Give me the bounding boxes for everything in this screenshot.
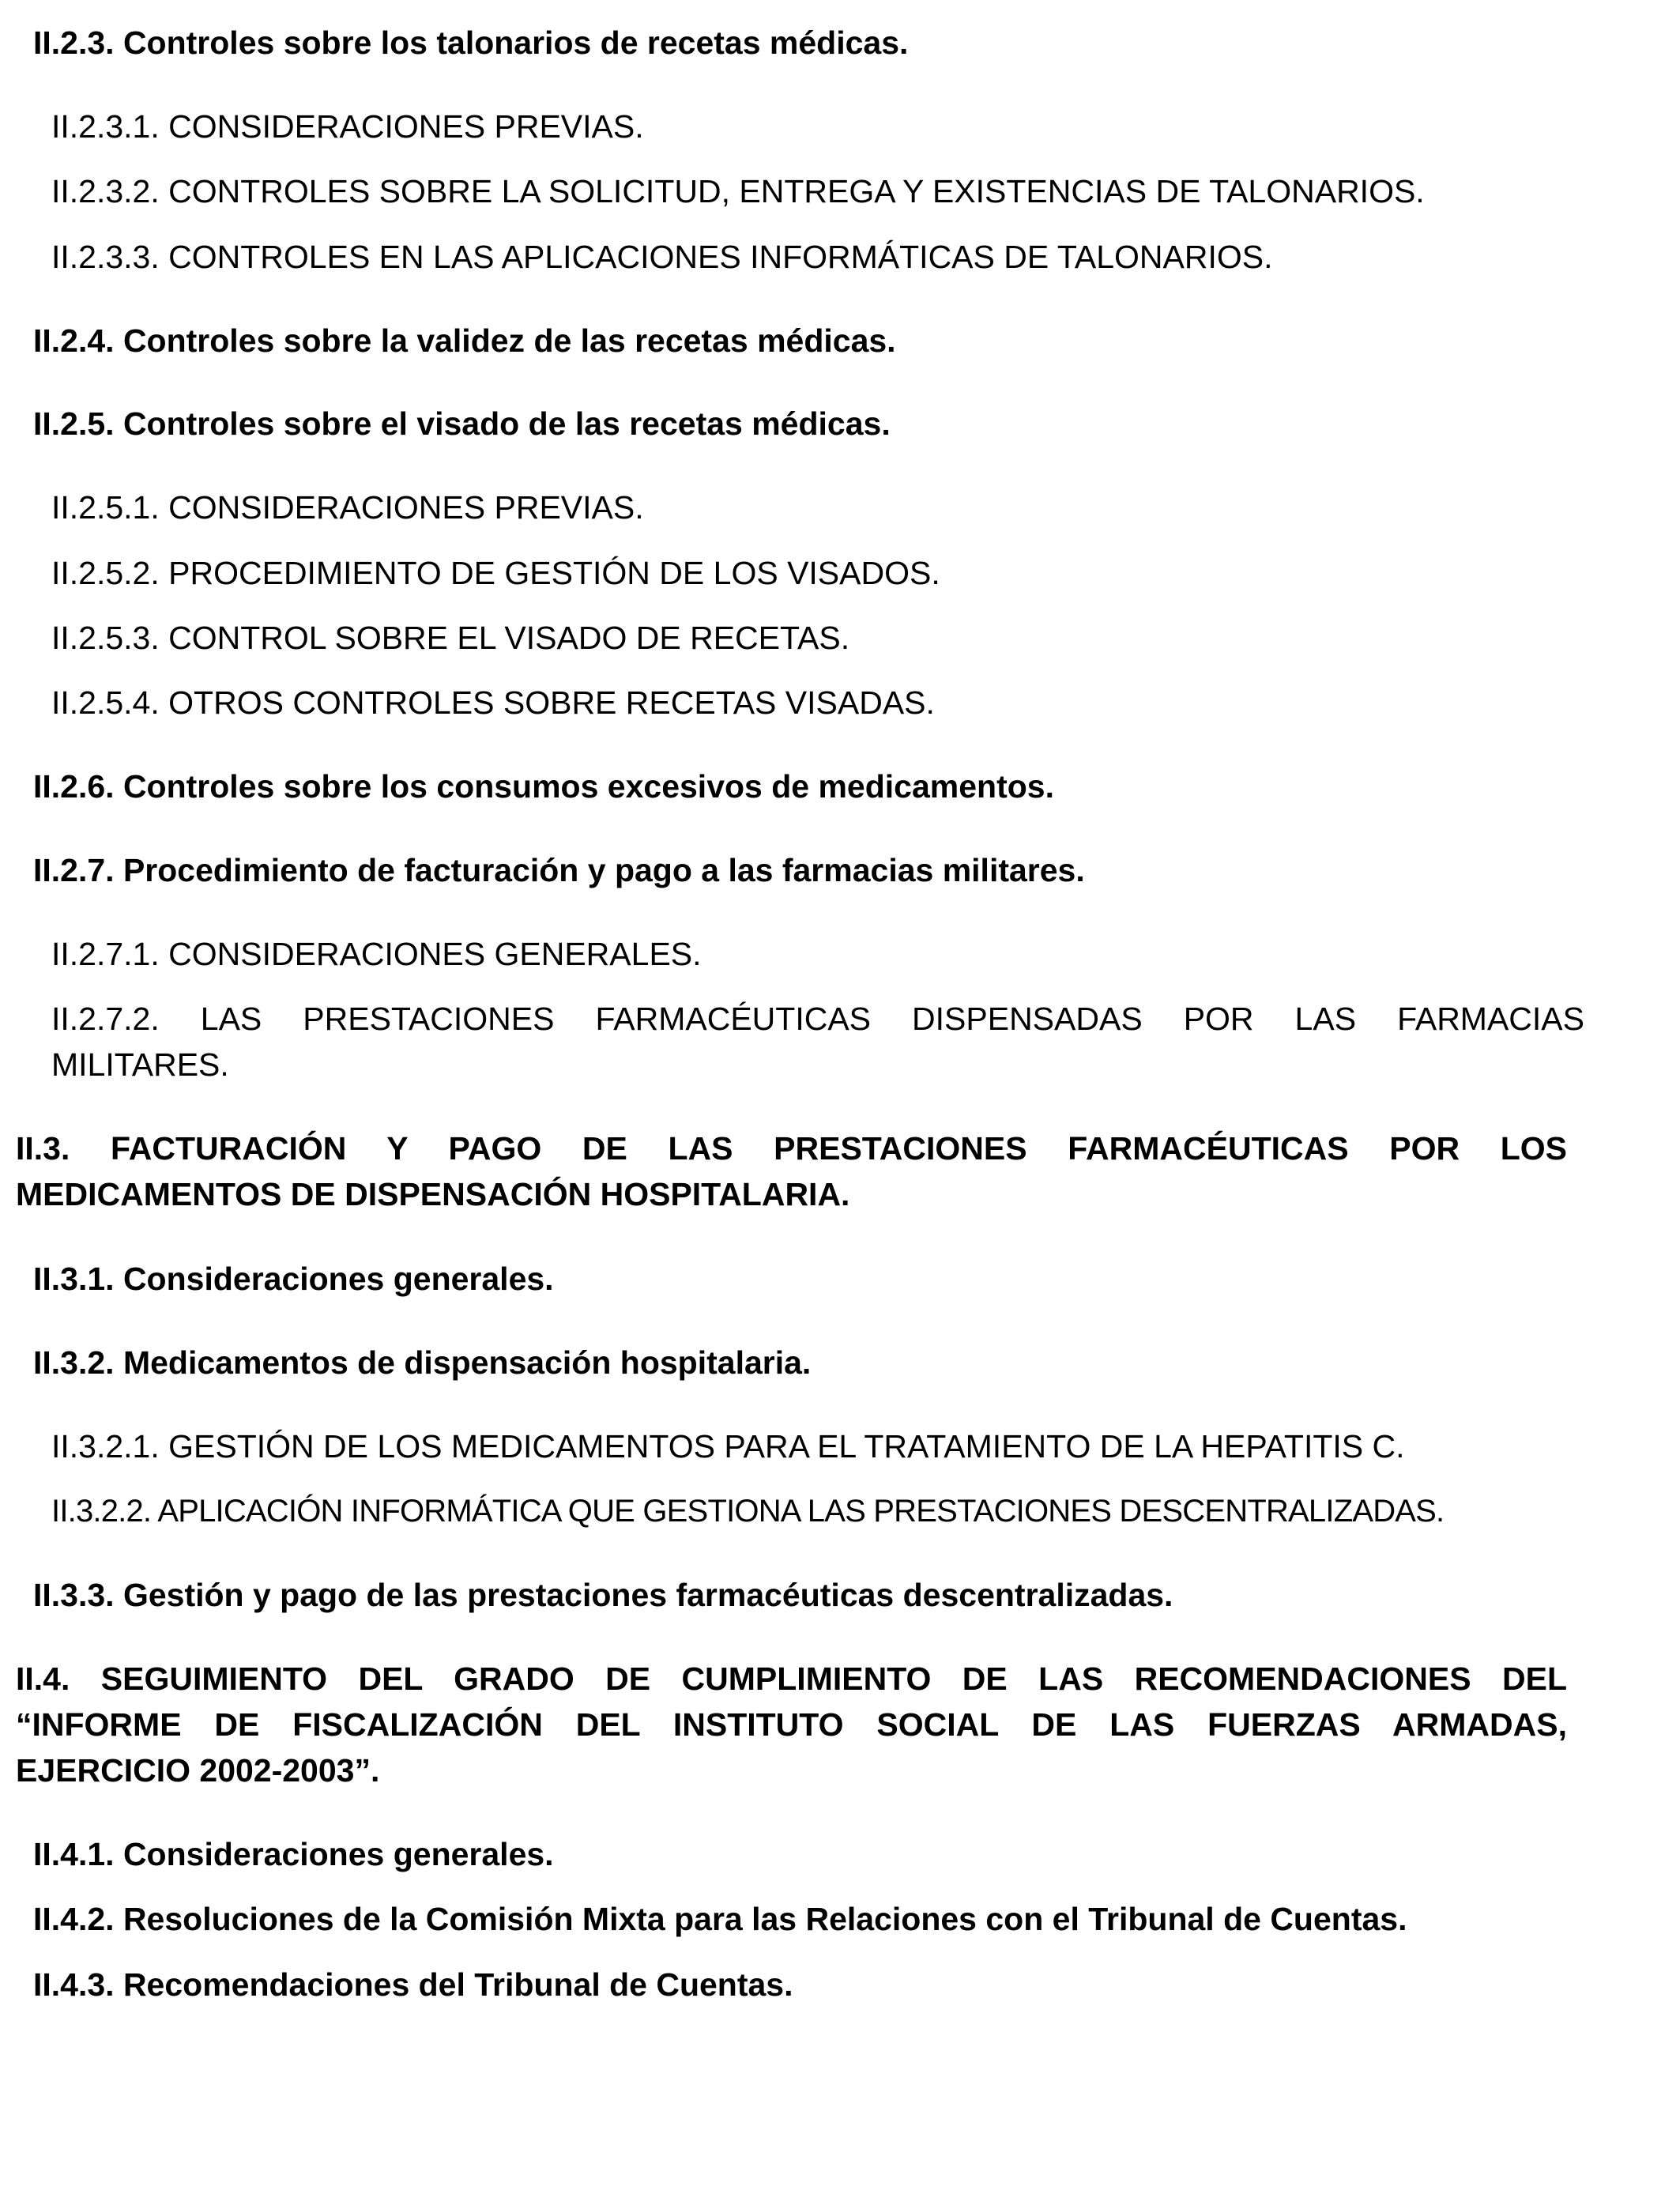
toc-entry-II-2-7-2: II.2.7.2. LAS PRESTACIONES FARMACÉUTICAS DISPENSADAS POR LAS FARMACIAS [51,1001,1584,1037]
toc-entry-II-2-5-2: II.2.5.2. PROCEDIMIENTO DE GESTIÓN DE LOS VISADOS. [51,555,940,591]
toc-entry-II-4-cont-2: EJERCICIO 2002-2003”. [16,1752,380,1789]
toc-entry-II-2-6: II.2.6. Controles sobre los consumos excesivos de medicamentos. [33,768,1054,805]
toc-entry-II-3-2: II.3.2. Medicamentos de dispensación hospitalaria. [33,1344,812,1381]
toc-entry-II-2-3-3: II.2.3.3. CONTROLES EN LAS APLICACIONES INFORMÁTICAS DE TALONARIOS. [51,239,1273,275]
toc-entry-II-3-2-1: II.3.2.1. GESTIÓN DE LOS MEDICAMENTOS PARA EL TRATAMIENTO DE LA HEPATITIS C. [51,1428,1405,1465]
toc-entry-II-4-3: II.4.3. Recomendaciones del Tribunal de Cuentas. [33,1966,793,2003]
toc-entry-II-3-2-2: II.3.2.2. APLICACIÓN INFORMÁTICA QUE GESTIONA LAS PRESTACIONES DESCENTRALIZADAS. [51,1494,1445,1529]
toc-entry-II-4-2: II.4.2. Resoluciones de la Comisión Mixta para las Relaciones con el Tribunal de Cuentas. [33,1901,1407,1937]
toc-entry-II-2-5: II.2.5. Controles sobre el visado de las recetas médicas. [33,405,891,442]
toc-entry-II-2-5-4: II.2.5.4. OTROS CONTROLES SOBRE RECETAS VISADAS. [51,684,935,721]
toc-entry-II-2-5-3: II.2.5.3. CONTROL SOBRE EL VISADO DE RECETAS. [51,620,850,656]
toc-entry-II-4-cont-1: “INFORME DE FISCALIZACIÓN DEL INSTITUTO SOCIAL DE LAS FUERZAS ARMADAS, [16,1706,1567,1743]
toc-entry-II-2-4: II.2.4. Controles sobre la validez de las recetas médicas. [33,322,896,359]
toc-entry-II-4: II.4. SEGUIMIENTO DEL GRADO DE CUMPLIMIENTO DE LAS RECOMENDACIONES DEL [16,1661,1567,1697]
toc-entry-II-3: II.3. FACTURACIÓN Y PAGO DE LAS PRESTACIONES FARMACÉUTICAS POR LOS [16,1130,1567,1167]
toc-entry-II-2-7: II.2.7. Procedimiento de facturación y pago a las farmacias militares. [33,852,1085,888]
toc-entry-II-2-5-1: II.2.5.1. CONSIDERACIONES PREVIAS. [51,489,644,526]
toc-entry-II-2-7-2-cont: MILITARES. [51,1046,229,1083]
toc-entry-II-2-3-2: II.2.3.2. CONTROLES SOBRE LA SOLICITUD, ENTREGA Y EXISTENCIAS DE TALONARIOS. [51,173,1425,209]
toc-entry-II-3-3: II.3.3. Gestión y pago de las prestaciones farmacéuticas descentralizadas. [33,1577,1173,1613]
toc-entry-II-2-3: II.2.3. Controles sobre los talonarios de recetas médicas. [33,25,909,61]
toc-entry-II-2-7-1: II.2.7.1. CONSIDERACIONES GENERALES. [51,936,702,972]
toc-entry-II-2-3-1: II.2.3.1. CONSIDERACIONES PREVIAS. [51,108,644,145]
toc-entry-II-3-cont: MEDICAMENTOS DE DISPENSACIÓN HOSPITALARIA. [16,1176,850,1212]
toc-entry-II-4-1: II.4.1. Consideraciones generales. [33,1836,554,1872]
toc-entry-II-3-1: II.3.1. Consideraciones generales. [33,1261,554,1297]
